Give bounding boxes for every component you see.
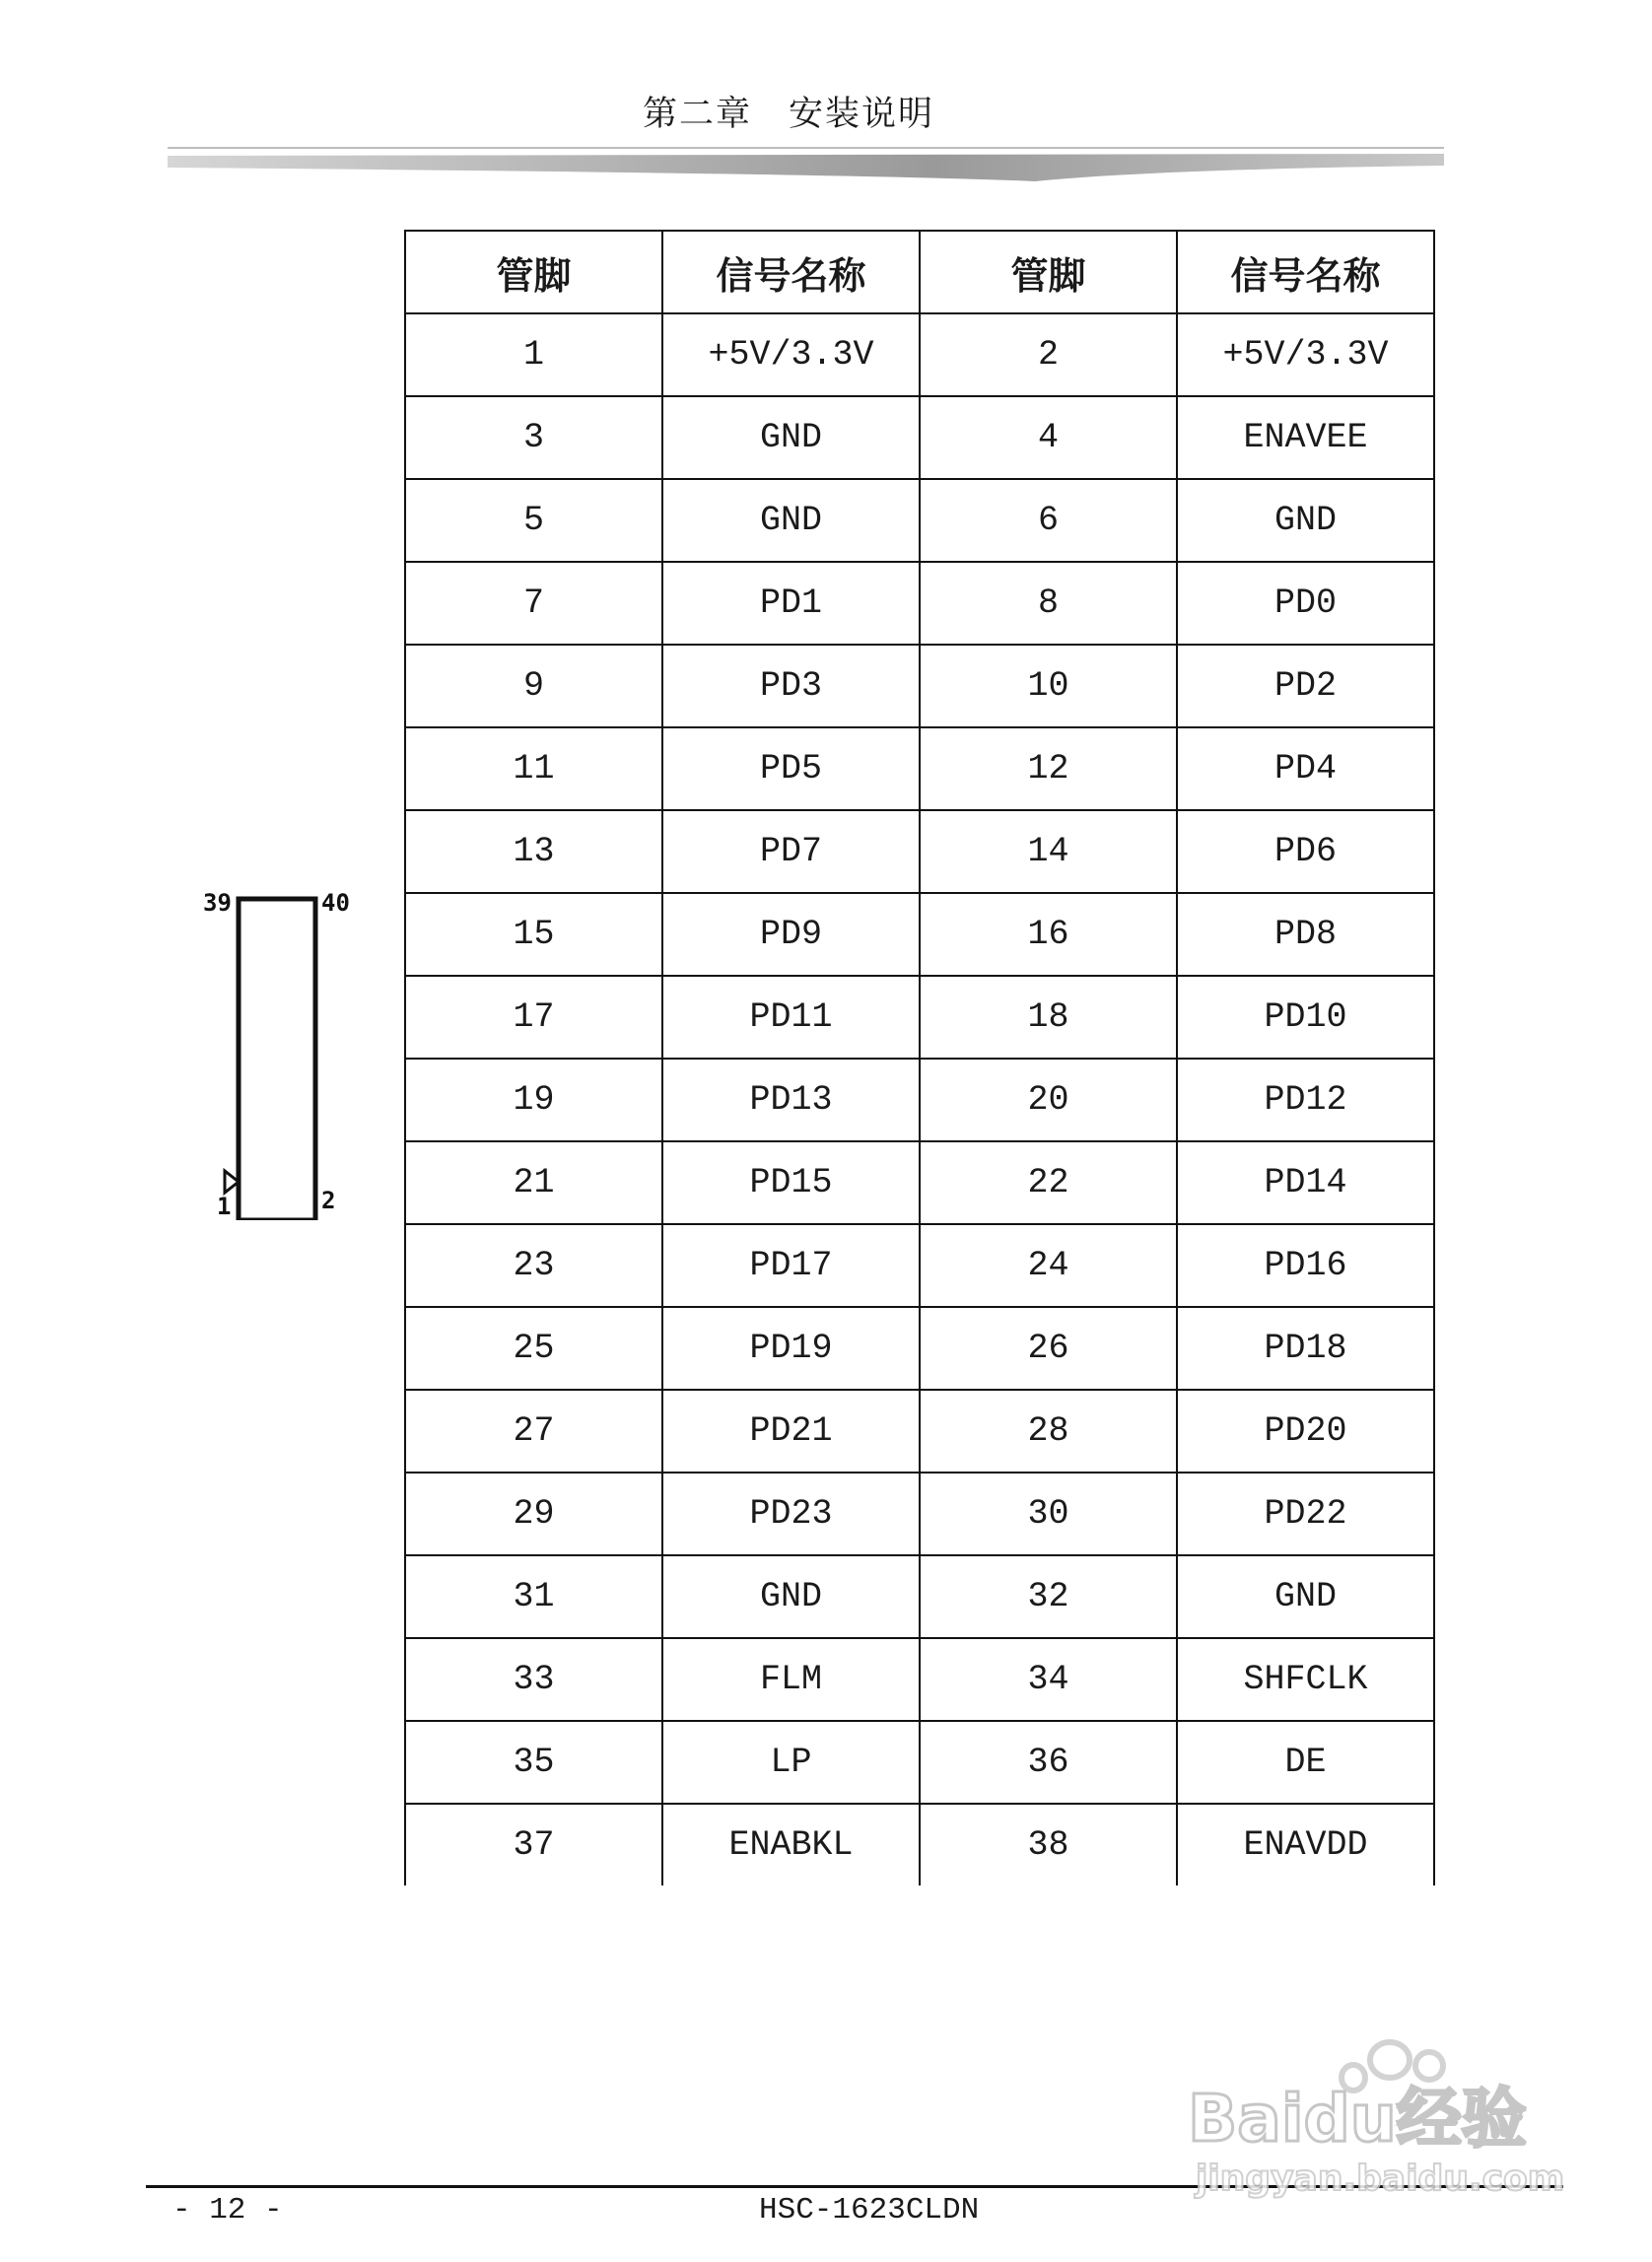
pin-number-cell: 26	[920, 1307, 1177, 1390]
signal-name-cell: PD20	[1177, 1390, 1434, 1473]
watermark-brand: Baidu经验	[1188, 2081, 1527, 2157]
pin-number-cell: 18	[920, 976, 1177, 1059]
table-row	[405, 976, 1434, 1059]
pin-number-cell: 38	[920, 1804, 1177, 1885]
signal-name-cell: GND	[1177, 1555, 1434, 1638]
signal-name-cell: PD5	[662, 727, 920, 810]
table-row	[405, 1059, 1434, 1141]
signal-name-cell: LP	[662, 1721, 920, 1804]
pin-assignment-table	[404, 230, 1435, 1885]
signal-name-cell: GND	[662, 396, 920, 479]
pin-number-cell: 3	[405, 396, 662, 479]
pin-number-cell: 36	[920, 1721, 1177, 1804]
table-row	[405, 479, 1434, 562]
signal-name-cell: ENAVDD	[1177, 1804, 1434, 1885]
signal-name-cell: PD19	[662, 1307, 920, 1390]
signal-name-cell: PD21	[662, 1390, 920, 1473]
pin-number-cell: 37	[405, 1804, 662, 1885]
chapter-title: 第二章 安装说明	[642, 95, 934, 134]
pin-number-cell: 31	[405, 1555, 662, 1638]
pin-number-cell: 4	[920, 396, 1177, 479]
signal-name-cell: PD14	[1177, 1141, 1434, 1224]
signal-name-cell: PD17	[662, 1224, 920, 1307]
table-row	[405, 313, 1434, 396]
signal-name-cell: GND	[662, 1555, 920, 1638]
signal-name-cell: PD2	[1177, 645, 1434, 727]
signal-name-cell: PD15	[662, 1141, 920, 1224]
table-row	[405, 1141, 1434, 1224]
signal-name-cell: SHFCLK	[1177, 1638, 1434, 1721]
pin-number-cell: 12	[920, 727, 1177, 810]
pin-number-cell: 25	[405, 1307, 662, 1390]
pin-number-cell: 1	[405, 313, 662, 396]
pin-number-cell: 19	[405, 1059, 662, 1141]
column-header-pin: 管脚	[920, 231, 1177, 313]
pin-number-cell: 10	[920, 645, 1177, 727]
table-row	[405, 1638, 1434, 1721]
column-header-signal: 信号名称	[662, 231, 920, 313]
signal-name-cell: +5V/3.3V	[662, 313, 920, 396]
pin-number-cell: 14	[920, 810, 1177, 893]
table-row	[405, 1721, 1434, 1804]
pin-number-cell: 17	[405, 976, 662, 1059]
pin-number-cell: 15	[405, 893, 662, 976]
signal-name-cell: PD12	[1177, 1059, 1434, 1141]
signal-name-cell: ENABKL	[662, 1804, 920, 1885]
page-number: - 12 -	[172, 2193, 283, 2228]
pin-number-cell: 9	[405, 645, 662, 727]
table-row	[405, 1390, 1434, 1473]
signal-name-cell: PD9	[662, 893, 920, 976]
signal-name-cell: FLM	[662, 1638, 920, 1721]
pin-number-cell: 35	[405, 1721, 662, 1804]
pin-number-cell: 11	[405, 727, 662, 810]
pin-number-cell: 29	[405, 1473, 662, 1555]
table-header-row	[405, 231, 1434, 313]
table-row	[405, 645, 1434, 727]
signal-name-cell: +5V/3.3V	[1177, 313, 1434, 396]
signal-name-cell: ENAVEE	[1177, 396, 1434, 479]
signal-name-cell: PD23	[662, 1473, 920, 1555]
signal-name-cell: PD16	[1177, 1224, 1434, 1307]
pin-number-cell: 2	[920, 313, 1177, 396]
table-row	[405, 1224, 1434, 1307]
pin-number-cell: 20	[920, 1059, 1177, 1141]
connector-diagram	[197, 885, 365, 1220]
pin-number-cell: 27	[405, 1390, 662, 1473]
signal-name-cell: PD3	[662, 645, 920, 727]
table-row	[405, 1555, 1434, 1638]
signal-name-cell: DE	[1177, 1721, 1434, 1804]
signal-name-cell: PD22	[1177, 1473, 1434, 1555]
pin-number-cell: 23	[405, 1224, 662, 1307]
pin-label-2: 2	[321, 1187, 336, 1214]
model-name: HSC-1623CLDN	[759, 2193, 980, 2228]
signal-name-cell: PD1	[662, 562, 920, 645]
column-header-pin: 管脚	[405, 231, 662, 313]
signal-name-cell: PD0	[1177, 562, 1434, 645]
column-header-signal: 信号名称	[1177, 231, 1434, 313]
signal-name-cell: PD4	[1177, 727, 1434, 810]
pin-number-cell: 33	[405, 1638, 662, 1721]
pin-number-cell: 7	[405, 562, 662, 645]
signal-name-cell: PD10	[1177, 976, 1434, 1059]
signal-name-cell: GND	[1177, 479, 1434, 562]
table-row	[405, 727, 1434, 810]
pin-number-cell: 30	[920, 1473, 1177, 1555]
pin-number-cell: 24	[920, 1224, 1177, 1307]
table-row	[405, 810, 1434, 893]
connector-body	[239, 899, 315, 1220]
signal-name-cell: PD7	[662, 810, 920, 893]
table-row	[405, 893, 1434, 976]
pin-label-1: 1	[217, 1193, 232, 1220]
table-row	[405, 1473, 1434, 1555]
signal-name-cell: GND	[662, 479, 920, 562]
pin-number-cell: 34	[920, 1638, 1177, 1721]
pin-number-cell: 13	[405, 810, 662, 893]
pin-number-cell: 28	[920, 1390, 1177, 1473]
baidu-jingyan-watermark	[1178, 2030, 1582, 2203]
table-row	[405, 396, 1434, 479]
header-rule	[168, 146, 1444, 181]
signal-name-cell: PD6	[1177, 810, 1434, 893]
signal-name-cell: PD13	[662, 1059, 920, 1141]
pin-number-cell: 32	[920, 1555, 1177, 1638]
pin-number-cell: 6	[920, 479, 1177, 562]
table-row	[405, 1307, 1434, 1390]
signal-name-cell: PD8	[1177, 893, 1434, 976]
pin-number-cell: 22	[920, 1141, 1177, 1224]
signal-name-cell: PD18	[1177, 1307, 1434, 1390]
watermark-url: jingyan.baidu.com	[1196, 2159, 1565, 2199]
table-row	[405, 562, 1434, 645]
pin-number-cell: 8	[920, 562, 1177, 645]
signal-name-cell: PD11	[662, 976, 920, 1059]
pin-number-cell: 5	[405, 479, 662, 562]
pin-number-cell: 21	[405, 1141, 662, 1224]
pin-number-cell: 16	[920, 893, 1177, 976]
pin-label-40: 40	[321, 889, 350, 917]
pin-label-39: 39	[203, 889, 232, 917]
table-row	[405, 1804, 1434, 1885]
